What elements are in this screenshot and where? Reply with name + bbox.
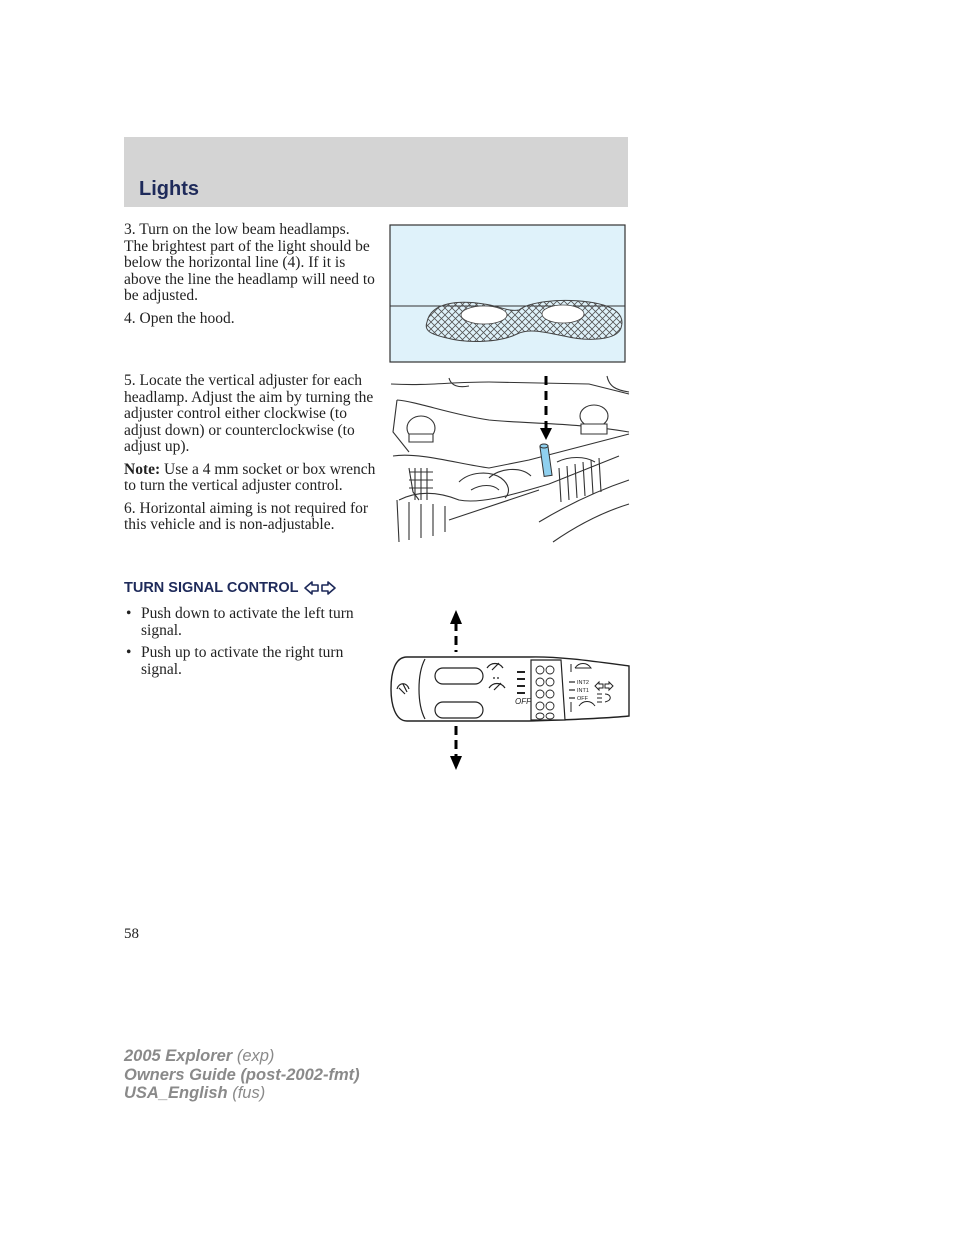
turn-signal-heading-text: TURN SIGNAL CONTROL (124, 580, 299, 596)
steps-5-6 (124, 373, 376, 540)
turn-signal-lever-illustration (389, 604, 631, 774)
step-3-text: 3. Turn on the low beam headlamps. The brightest part of the light should be below the horizontal line (4). If it is above the line the headlamp will need to be adjusted. (124, 221, 375, 304)
turn-signal-right-arrow-icon (322, 582, 335, 594)
footer-line-3: USA_English (fus) (124, 1084, 266, 1102)
step-6-text: 6. Horizontal aiming is not required for this vehicle and is non-adjustable. (124, 499, 369, 533)
list-item: • Push down to activate the left turn signal. (126, 605, 354, 639)
push-up-arrowhead (450, 610, 462, 624)
bullet-text: Push up to activate the right turn signal. (141, 644, 344, 678)
right-hot-spot (542, 305, 584, 323)
note-label: Note: (124, 460, 161, 478)
footer-line-1: 2005 Explorer (exp) (124, 1047, 275, 1065)
headlamp-aim-illustration (389, 224, 627, 364)
vertical-adjuster-control (540, 446, 552, 477)
bullet-text: Push down to activate the left turn signal. (141, 605, 354, 639)
note-text: Use a 4 mm socket or box wrench to turn the vertical adjuster control. (124, 460, 376, 494)
page-number: 58 (124, 926, 139, 942)
wiper-off-label: OFF (515, 697, 531, 706)
turn-signal-arrows (303, 580, 337, 596)
step-5-text: 5. Locate the vertical adjuster for each headlamp. Adjust the aim by turning the adjuster control either clockwise (to adjust down) or counterclockwise (to adjust up). (124, 372, 374, 455)
int-off-label: OFF (577, 696, 588, 702)
footer-line-2: Owners Guide (post-2002-fmt) (124, 1065, 360, 1084)
note-paragraph (124, 462, 376, 495)
vertical-adjuster-illustration (389, 372, 631, 544)
steps-3-4 (124, 222, 376, 333)
list-item: • Push up to activate the right turn signal. (126, 644, 344, 678)
lever-stalk (391, 657, 629, 721)
adjuster-pointer-arrowhead (540, 428, 552, 440)
push-down-arrowhead (450, 756, 462, 770)
step-4-text: 4. Open the hood. (124, 309, 235, 327)
document-footer (124, 1047, 360, 1103)
section-header-band (124, 137, 628, 207)
turn-signal-heading (124, 580, 337, 596)
turn-signal-bullets (124, 606, 379, 684)
int1-label: INT1 (577, 688, 589, 694)
turn-signal-left-arrow-icon (305, 582, 318, 594)
aim-wall (390, 225, 625, 362)
left-hot-spot (461, 306, 507, 324)
page-title: Lights (139, 178, 199, 200)
int2-label: INT2 (577, 680, 589, 686)
